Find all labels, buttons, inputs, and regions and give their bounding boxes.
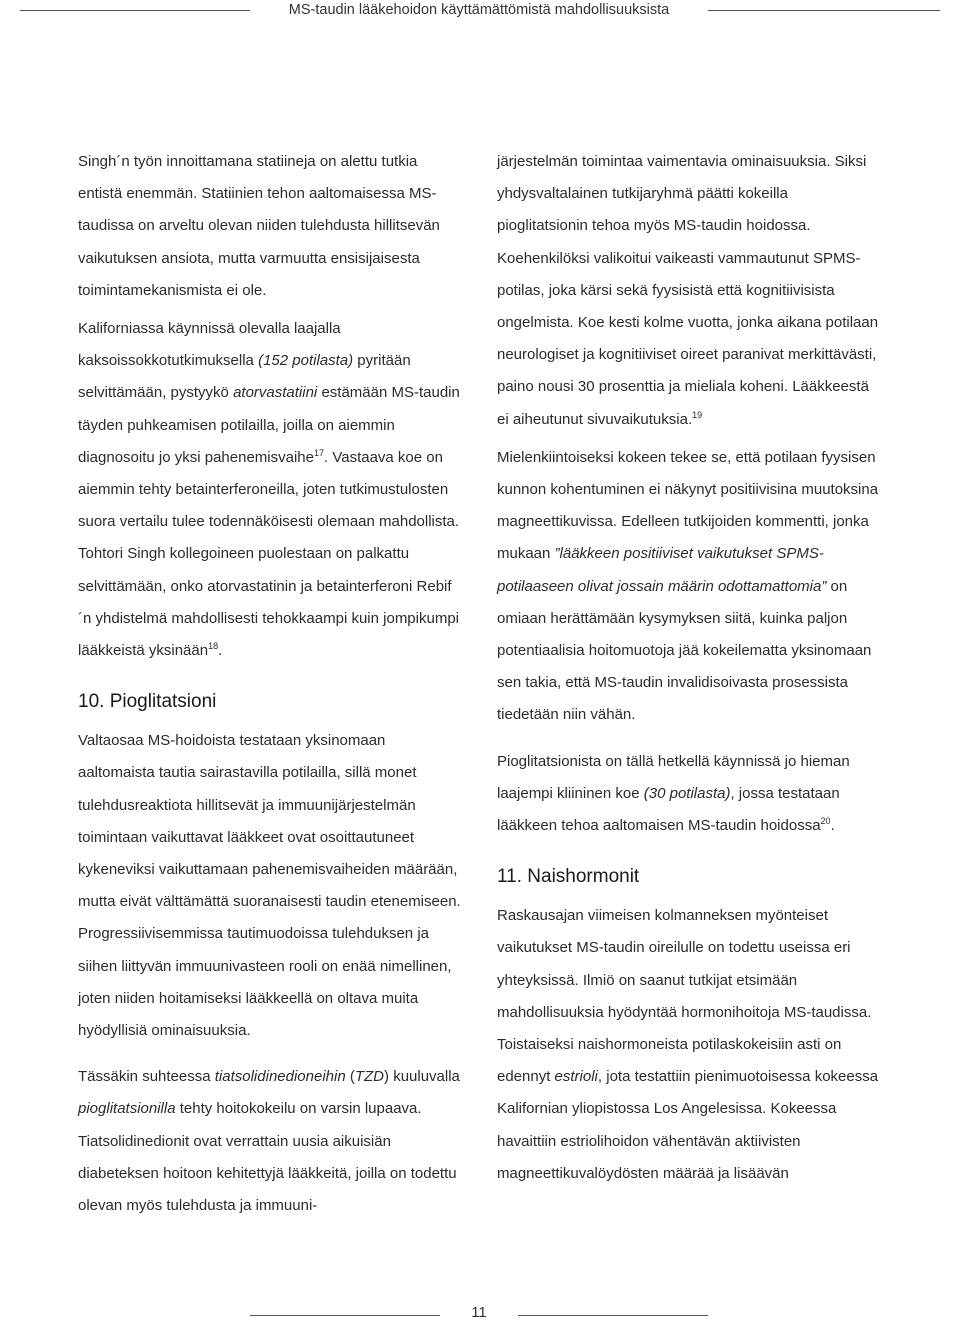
patient-count: (30 potilasta) (643, 784, 731, 802)
text-run: tehty hoitokokeilu on varsin lupaava. Tiatsolidinedionit ovat verrattain uusia aikuisiän diabeteksen hoitoon kehitettyjä lääkkeitä, joilla on todettu olevan myös tulehdusta ja immuuni- (78, 1100, 457, 1215)
header-rule-right (708, 10, 940, 11)
paragraph-pregnancy-hormones (497, 900, 883, 1190)
right-column (497, 146, 883, 1190)
paragraph-pioglitazone-case (497, 146, 883, 436)
text-run: , jota testattiin pienimuotoisessa kokeessa Kalifornian yliopistossa Los Angelesissa. Kokeessa havaittiin estriolihoidon vähentävän aktiivisten magneettikuvalöydösten määrää ja lisäävän (497, 1068, 879, 1182)
reference-superscript: 18 (208, 641, 219, 652)
drug-class-name: tiatsolidinedioneihin (214, 1068, 346, 1086)
paragraph-interesting-findings (497, 442, 883, 732)
page-number: 11 (471, 1304, 487, 1321)
text-run: Tässäkin suhteessa (78, 1068, 215, 1086)
running-title: MS-taudin lääkehoidon käyttämättömistä mahdollisuuksista (288, 2, 670, 18)
paragraph-statins-intro: Singh´n työn innoittamana statiineja on alettu tutkia entistä enemmän. Statiinien tehon aaltomaisessa MS-taudissa on arveltu olevan niiden tulehdusta hillitsevän vaikutuksen ansiota, mutta varmuutta ensisijaisesta toimintamekanismista ei ole. (78, 153, 440, 299)
reference-superscript: 17 (313, 447, 324, 458)
paragraph-larger-trial (497, 746, 883, 843)
drug-name-estriol: estrioli (554, 1068, 598, 1086)
text-run: . (218, 642, 223, 660)
paragraph-treatment-trials: Valtaosaa MS-hoidoista testataan yksinomaan aaltomaista tautia sairastavilla potilailla, sillä monet tulehdusreaktiota hillitsevät ja immuunijärjestelmän toimintaan vaikuttavat lääkkeet ovat osoittautuneet kykeneviksi vaikuttamaan pahenemisvaiheiden määrään, mutta eivät välttämättä suoranaisesti taudin etenemiseen. Progressiivisemmissa tautimuodoissa tulehduksen ja siihen liittyvän immuunivasteen rooli on enää nimellinen, joten niiden hoitamiseksi lääkkeellä on oltava muita hyödyllisiä ominaisuuksia. (78, 732, 461, 1040)
reference-superscript: 19 (692, 409, 703, 420)
footer-rule-right (518, 1315, 708, 1316)
drug-class-abbreviation: TZD (354, 1068, 385, 1086)
text-run: Pioglitatsionista on tällä hetkellä käynnissä jo hieman laajempi kliininen koe (497, 752, 850, 802)
text-run: . Vastaava koe on aiemmin tehty betainterferoneilla, joten tutkimustulosten suora vertailu tulee todennäköisesti olemaan mahdollista. (78, 448, 460, 531)
text-run: . (830, 817, 835, 835)
text-run: on omiaan herättämään kysymyksen siitä, kuinka paljon potentiaalisia hoitomuotoja jää kokeilematta yksinomaan sen takia, että MS-taudin invalidisoivasta prosessista tiedetään niin vähän. (497, 577, 872, 724)
text-run: , jossa testataan lääkkeen tehoa aaltomaisen MS-taudin hoidossa (497, 784, 840, 835)
section-heading-female-hormones: 11. Naishormonit (497, 866, 640, 888)
text-run: järjestelmän toimintaa vaimentavia ominaisuuksia. Siksi yhdysvaltalainen tutkijaryhmä päätti kokeilla pioglitatsionin tehoa myös MS-taudin hoidossa. Koehenkilöksi valikoitui vaikeasti vammautunut SPMS-potilas, joka kärsi sekä fyysisistä että kognitiivisista ongelmista. Koe kesti kolme vuotta, jonka aikana potilaan neurologiset ja kognitiiviset oireet paranivat merkittävästi, paino nousi 30 prosenttia ja mieliala koheni. Lääkkeestä ei aiheutunut sivuvaikutuksia. (497, 153, 879, 428)
footer-rule-left (250, 1315, 440, 1316)
reference-superscript: 20 (820, 816, 831, 827)
text-run: Kaliforniassa käynnissä olevalla laajalla kaksoissokkotutkimuksella (78, 320, 341, 370)
researcher-quote: ”lääkkeen positiiviset vaikutukset SPMS-potilaaseen olivat jossain määrin odottamattomia” (497, 545, 827, 595)
patient-count: (152 potilasta) (258, 352, 354, 370)
text-run: Mielenkiintoiseksi kokeen tekee se, että potilaan fyysisen kunnon kohentuminen ei näkynyt positiivisina muutoksina magneettikuvissa. Edelleen tutkijoiden kommentti, jonka mukaan (497, 448, 879, 563)
header-rule-left (20, 10, 250, 11)
text-run: pyritään selvittämään, pystyykö (78, 352, 411, 402)
drug-name-atorvastatin: atorvastatiini (233, 384, 318, 402)
text-run: Raskausajan viimeisen kolmanneksen myönteiset vaikutukset MS-taudin oireilulle on todettu useissa eri yhteyksissä. Ilmiö on saanut tutkijat etsimään mahdollisuuksia hyödyntää hormonihoitoja MS-taudissa. Toistaiseksi naishormoneista potilaskokeisiin asti on edennyt (497, 907, 872, 1086)
drug-name-pioglitazone: pioglitatsionilla (78, 1100, 176, 1118)
text-run: Tohtori Singh kollegoineen puolestaan on palkattu selvittämään, onko atorvastatinin ja betainterferoni Rebif´n yhdistelmä mahdollisesti tehokkaampi kuin jompikumpi lääkkeistä yksinään (78, 545, 459, 660)
paragraph-california-trial (78, 313, 464, 538)
text-run: estämään MS-taudin täyden puhkeamisen potilailla, joilla on aiemmin diagnosoitu jo yksi pahenemisvaihe (78, 384, 460, 466)
left-column (78, 146, 464, 1222)
text-run: ( (345, 1068, 355, 1086)
paragraph-tzd (78, 1061, 464, 1222)
text-run: ) kuuluvalla (384, 1068, 460, 1086)
section-heading-pioglitazone: 10. Pioglitatsioni (78, 691, 217, 713)
paragraph-singh-combination (78, 538, 464, 667)
